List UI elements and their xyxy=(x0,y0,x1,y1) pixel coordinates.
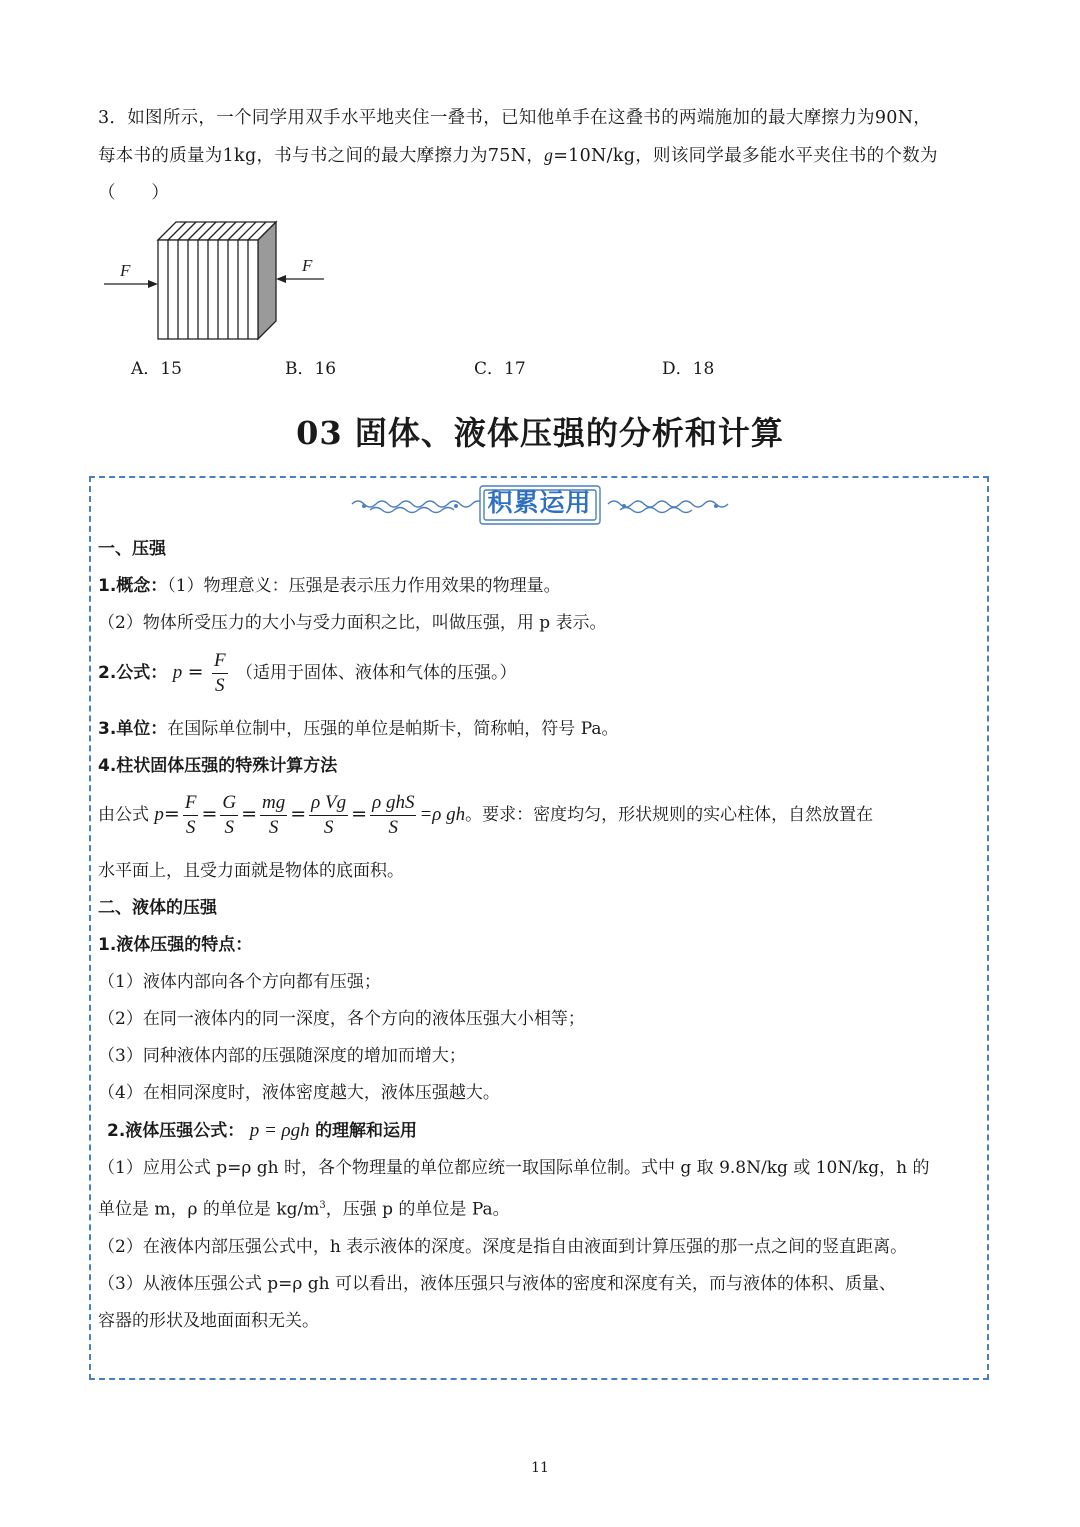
concept-line-2: （2）物体所受压力的大小与受力面积之比，叫做压强，用 p 表示。 xyxy=(98,613,607,633)
banner-title: 积累运用 xyxy=(487,488,592,517)
feature-item: （4）在相同深度时，液体密度越大，液体压强越大。 xyxy=(98,1083,500,1103)
feature-item: （3）同种液体内部的压强随深度的增加而增大； xyxy=(98,1046,466,1066)
derive-fraction-1: $\frac{F}{S}$ xyxy=(184,792,197,838)
feature-item: （2）在同一液体内的同一深度，各个方向的液体压强大小相等； xyxy=(98,1009,585,1029)
formula-fraction: $\frac{F}{S}$ xyxy=(213,650,226,696)
heading-pressure: 一、压强 xyxy=(98,539,166,559)
force-label-left: F xyxy=(120,261,131,280)
usage-notes xyxy=(98,1150,984,1340)
special-method-title: 4.柱状固体压强的特殊计算方法 xyxy=(98,756,338,776)
unit-line: 3.单位：在国际单位制中，压强的单位是帕斯卡，简称帕，符号 Pa。 xyxy=(98,719,619,739)
usage-1b: 单位是 m，ρ 的单位是 $kg/m^3$，压强 p 的单位是 Pa。 xyxy=(98,1199,510,1220)
concept-line: 1.概念：（1）物理意义：压强是表示压力作用效果的物理量。 xyxy=(98,576,561,596)
liquid-formula-line: 2.液体压强公式： p = ρgh 的理解和运用 xyxy=(107,1120,418,1141)
force-label-right: F xyxy=(302,256,313,275)
question-line-1: 3．如图所示，一个同学用双手水平地夹住一叠书，已知他单手在这叠书的两端施加的最大摩擦力为90N， xyxy=(98,108,932,128)
usage-1a: （1）应用公式 p=ρ gh 时，各个物理量的单位都应统一取国际单位制。式中 g 取 9.8N/kg 或 10N/kg，h 的 xyxy=(98,1158,930,1178)
liquid-feature-title: 1.液体压强的特点： xyxy=(98,935,253,955)
question-text xyxy=(98,100,988,212)
answer-blank: （ ） xyxy=(98,183,170,203)
book-stack-figure xyxy=(98,214,338,344)
usage-3a: （3）从液体压强公式 p=ρ gh 可以看出，液体压强只与液体的密度和深度有关，而与液体的体积、质量、 xyxy=(98,1273,896,1294)
option-d: D．18 xyxy=(662,359,715,379)
section-title: 03 固体、液体压强的分析和计算 xyxy=(296,414,784,452)
question-line-2: 每本书的质量为1kg，书与书之间的最大摩擦力为75N，g=10N/kg，则该同学最多能水平夹住书的个数为 xyxy=(98,145,938,166)
heading-liquid-pressure: 二、液体的压强 xyxy=(98,898,217,918)
option-c: C．17 xyxy=(474,359,526,379)
feature-item: （1）液体内部向各个方向都有压强； xyxy=(98,972,381,992)
derive-fraction-3: $\frac{mg}{S}$ xyxy=(262,792,286,838)
formula-line: 2.公式： p = $\frac{F}{S}$ （适用于固体、液体和气体的压强。） xyxy=(98,650,517,696)
derivation-line: 由公式 p= $\frac{F}{S}$ = $\frac{G}{S}$ = $\frac{mg}{S}$ = $\frac{\text{ρ Vg}}{S}$ = $\frac{\text{ρ ghS}}{S}$ =ρ gh。要求：密度均匀，形状规则的实心柱体，自然放置在 xyxy=(98,792,874,838)
page-number: 11 xyxy=(531,1460,549,1476)
option-a: A．15 xyxy=(131,359,182,379)
derivation-line-2: 水平面上，且受力面就是物体的底面积。 xyxy=(98,861,404,881)
usage-3b: 容器的形状及地面面积无关。 xyxy=(98,1310,319,1331)
derive-fraction-2: $\frac{G}{S}$ xyxy=(222,792,237,838)
option-b: B．16 xyxy=(285,359,337,379)
derive-fraction-5: $\frac{\text{ρ ghS}}{S}$ xyxy=(372,792,415,838)
derive-fraction-4: $\frac{\text{ρ Vg}}{S}$ xyxy=(311,792,347,838)
usage-2: （2）在液体内部压强公式中，h 表示液体的深度。深度是指自由液面到计算压强的那一点之间的竖直距离。 xyxy=(98,1236,908,1257)
